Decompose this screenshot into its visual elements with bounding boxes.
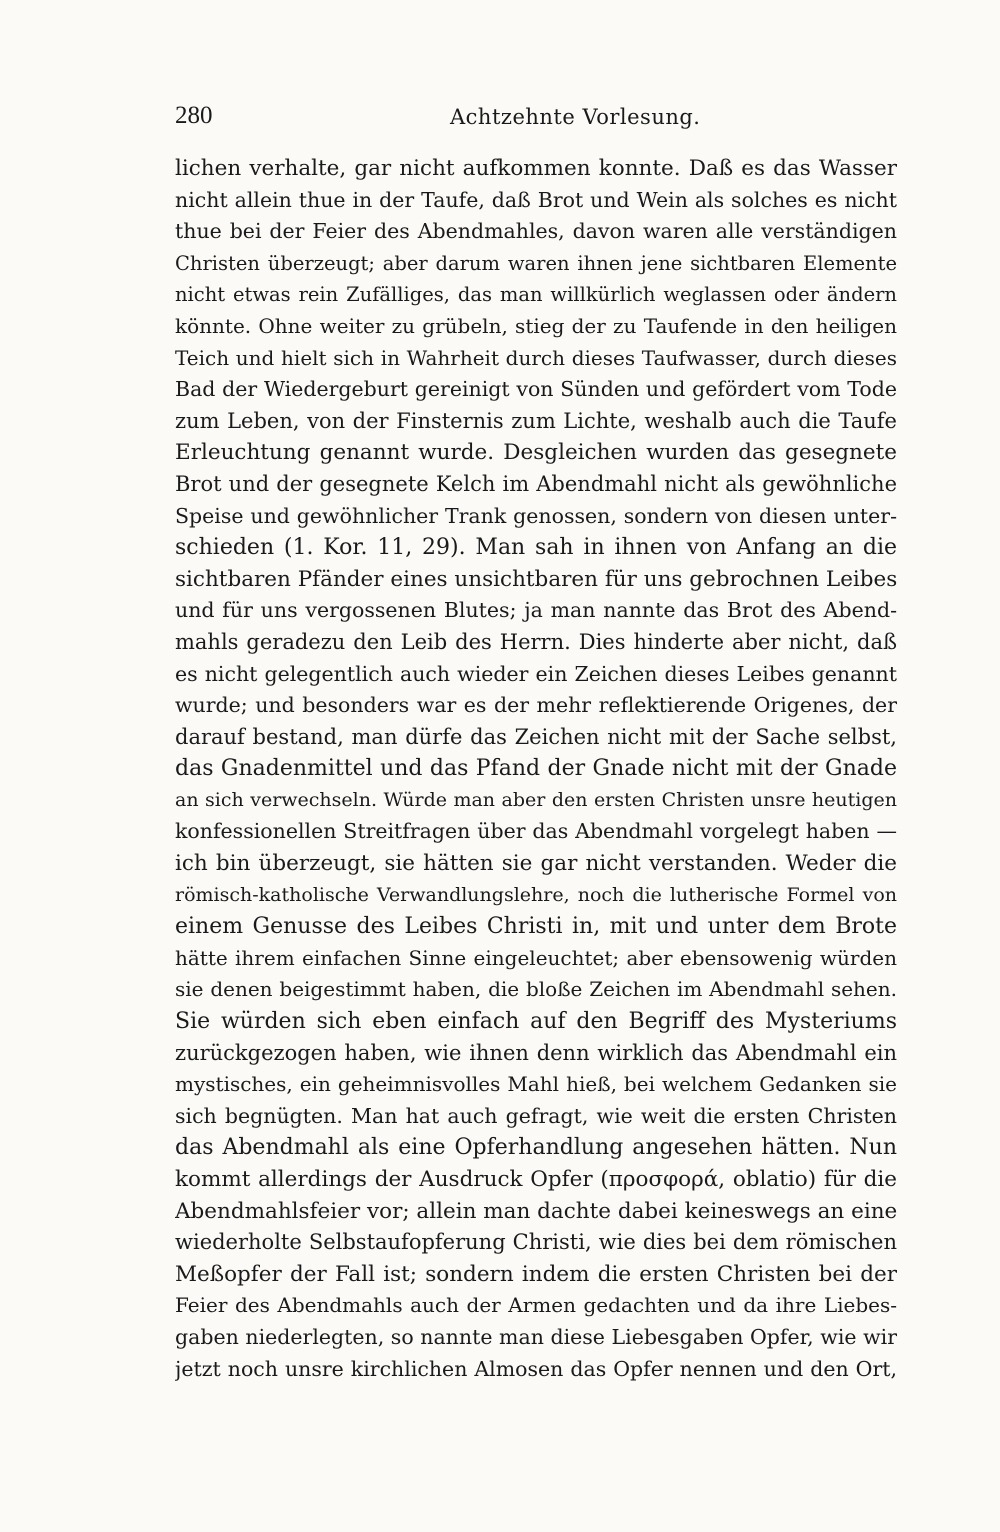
text-line: sich begnügten. Man hat auch gefragt, wie weit die ersten Christen [175,1103,897,1128]
text-line: Erleuchtung genannt wurde. Desgleichen wurden das gesegnete [175,440,897,466]
text-line: schieden (1. Kor. 11, 29). Man sah in ihnen von Anfang an die [175,535,897,561]
text-line: jetzt noch unsre kirchlichen Almosen das Opfer nennen und den Ort, [175,1356,897,1381]
text-line: zurückgezogen haben, wie ihnen denn wirklich das Abendmahl ein [175,1040,897,1065]
text-line: nicht etwas rein Zufälliges, das man willkürlich weglassen oder ändern [175,283,897,307]
text-line: hätte ihrem einfachen Sinne eingeleuchtet; aber ebensowenig würden [175,945,897,970]
text-line: Abendmahlsfeier vor; allein man dachte dabei keineswegs an eine [175,1198,897,1224]
text-line: kommt allerdings der Ausdruck Opfer (προσφορά, oblatio) für die [175,1167,897,1192]
text-line: sie denen beigestimmt haben, die bloße Zeichen im Abendmahl sehen. [175,977,897,1002]
text-line: mystisches, ein geheimnisvolles Mahl hieß, bei welchem Gedanken sie [175,1072,897,1097]
text-line: könnte. Ohne weiter zu grübeln, stieg der zu Taufende in den heiligen [175,313,897,338]
text-line: darauf bestand, man dürfe das Zeichen nicht mit der Sache selbst, [175,724,897,749]
text-line: und für uns vergossenen Blutes; ja man nannte das Brot des Abend- [175,598,897,623]
text-line: wurde; und besonders war es der mehr reflektierende Origenes, der [175,693,897,718]
text-line: Meßopfer der Fall ist; sondern indem die ersten Christen bei der [175,1261,897,1287]
text-line: wiederholte Selbstaufopferung Christi, wie dies bei dem römischen [175,1230,897,1255]
text-line: lichen verhalte, gar nicht aufkommen konnte. Daß es das Wasser [175,156,897,181]
text-line: mahls geradezu den Leib des Herrn. Dies hinderte aber nicht, daß [175,629,897,654]
text-line: Brot und der gesegnete Kelch im Abendmahl nicht als gewöhnliche [175,471,897,496]
page-header [175,100,897,136]
text-line: gaben niederlegten, so nannte man diese Liebesgaben Opfer, wie wir [175,1324,897,1349]
text-line: Christen überzeugt; aber darum waren ihnen jene sichtbaren Elemente [175,251,897,275]
text-line: Bad der Wiedergeburt gereinigt von Sünden und gefördert vom Tode [175,377,897,402]
text-line: ich bin überzeugt, sie hätten sie gar nicht verstanden. Weder die [175,851,897,877]
body-text [175,153,897,1385]
text-line: einem Genusse des Leibes Christi in, mit und unter dem Brote [175,914,897,940]
page-number: 280 [175,102,213,129]
text-line: Speise und gewöhnlicher Trank genossen, sondern von diesen unter- [175,503,897,528]
text-line: das Abendmahl als eine Opferhandlung angesehen hätten. Nun [175,1135,897,1161]
text-line: sichtbaren Pfänder eines unsichtbaren für uns gebrochnen Leibes [175,566,897,592]
text-line: Feier des Abendmahls auch der Armen gedachten und da ihre Liebes- [175,1293,897,1318]
text-line: das Gnadenmittel und das Pfand der Gnade nicht mit der Gnade [175,756,897,782]
running-head: Achtzehnte Vorlesung. [450,105,701,129]
text-line: an sich verwechseln. Würde man aber den ersten Christen unsre heutigen [175,788,897,811]
text-line: es nicht gelegentlich auch wieder ein Zeichen dieses Leibes genannt [175,661,897,686]
text-line: thue bei der Feier des Abendmahles, davon waren alle verständigen [175,219,897,244]
text-line: zum Leben, von der Finsternis zum Lichte, weshalb auch die Taufe [175,408,897,433]
text-line: Sie würden sich eben einfach auf den Begriff des Mysteriums [175,1009,897,1035]
text-line: nicht allein thue in der Taufe, daß Brot und Wein als solches es nicht [175,187,897,212]
text-line: Teich und hielt sich in Wahrheit durch dieses Taufwasser, durch dieses [175,345,897,370]
text-line: römisch-katholische Verwandlungslehre, noch die lutherische Formel von [175,883,897,906]
text-line: konfessionellen Streitfragen über das Abendmahl vorgelegt haben — [175,819,897,844]
